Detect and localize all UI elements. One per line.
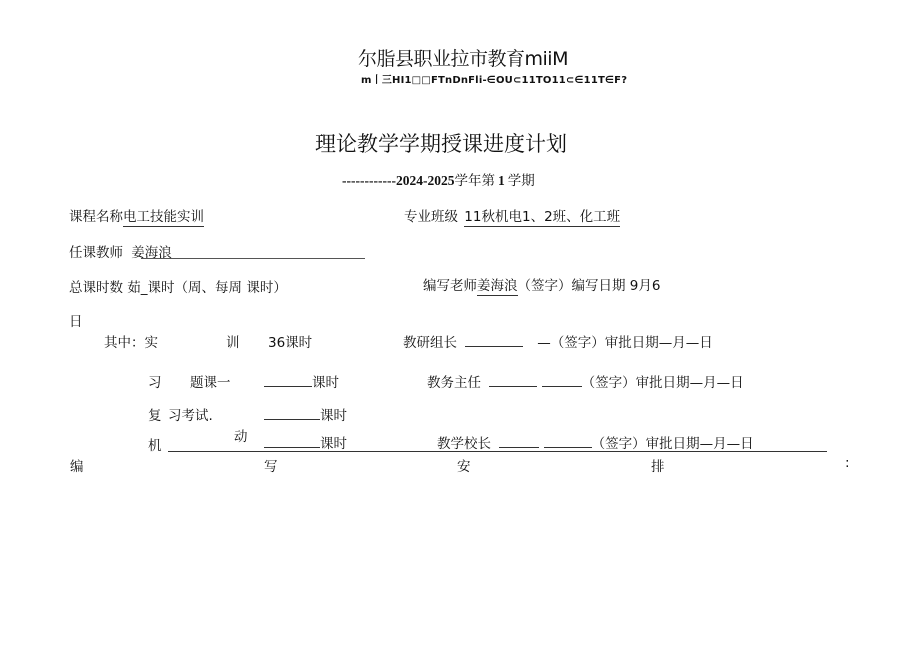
teacher-label: 任课教师 [69, 245, 123, 261]
teacher-value: 姜海浪 [131, 245, 172, 261]
writer-label: 编写老师 [423, 278, 477, 294]
research-head-blank [465, 334, 523, 347]
mobile-label-a: 机 [148, 438, 162, 454]
writer-date: 9月6 [629, 278, 661, 294]
exercise-hours-row [264, 371, 339, 391]
term-suffix: 学期 [507, 173, 535, 188]
class-value: 11秋机电1、2班、化工班 [464, 209, 621, 225]
academic-year-line [342, 169, 535, 189]
academic-head-blank-2 [542, 374, 582, 387]
practice-hours: 36课时 [268, 335, 313, 351]
term-number: 1 [497, 173, 505, 188]
review-hours-row [264, 404, 347, 424]
exercise-unit: 课时 [312, 375, 339, 391]
arrangement-char-2: 写 [264, 459, 278, 475]
research-head-sign: —（签字）审批日期—月—日 [537, 335, 713, 351]
practice-label-b: 训 [226, 335, 240, 351]
mobile-label-b: 动 [234, 429, 248, 445]
garbled-subtitle: m丨三HI1□□FTnDnFli-∈OU⊂11TO11⊂∈11T∈F? [361, 75, 628, 86]
mobile-unit: 课时 [320, 436, 347, 452]
course-name-value: 电工技能实训 [123, 209, 204, 225]
principal-blank-1 [499, 435, 539, 448]
academic-head-label: 教务主任 [427, 375, 481, 391]
principal-row [437, 432, 754, 452]
research-head-label: 教研组长 [403, 335, 457, 351]
total-hours: 总课时数 茹_课时（周、每周 课时） [69, 280, 287, 296]
mobile-hours-blank [264, 435, 320, 448]
course-name-row [69, 205, 204, 225]
arrangement-colon: : [845, 455, 850, 471]
school-name: 尔脂县职业拉市教育miiM [358, 48, 568, 70]
document-title: 理论教学学期授课进度计划 [315, 132, 567, 156]
principal-sign: （签字）审批日期—月—日 [591, 436, 754, 452]
course-name-label: 课程名称 [69, 209, 123, 225]
academic-head-sign: （签字）审批日期—月—日 [581, 375, 744, 391]
arrangement-char-3: 安 [457, 459, 471, 475]
arrangement-char-4: 排 [651, 459, 665, 475]
year-suffix: 学年第 [454, 173, 495, 188]
exercise-hours-blank [264, 374, 312, 387]
exercise-label-b: 题课一 [190, 375, 231, 391]
writer-name: 姜海浪 [477, 278, 518, 294]
practice-label-a: 其中：实 [104, 335, 158, 351]
class-label: 专业班级 [404, 209, 458, 225]
arrangement-char-1: 编 [70, 459, 84, 475]
review-unit: 课时 [320, 408, 347, 424]
year-range: 2024-2025 [395, 173, 455, 188]
academic-head-blank-1 [489, 374, 537, 387]
year-dashes: ------------ [342, 173, 396, 188]
writer-sign: （签字）编写日期 [517, 278, 626, 294]
section-divider [168, 451, 827, 452]
review-label-a: 复 [148, 408, 162, 424]
class-row [404, 205, 620, 225]
principal-blank-2 [544, 435, 592, 448]
academic-head-row [427, 371, 744, 391]
mobile-hours-row [264, 432, 347, 452]
review-hours-blank [264, 407, 320, 420]
exercise-label-a: 习 [148, 375, 162, 391]
writer-row [423, 274, 660, 294]
principal-label: 教学校长 [437, 436, 491, 452]
research-head-row [403, 331, 713, 351]
date-day-char: 日 [69, 314, 83, 330]
review-label-b: 习考试. [168, 408, 213, 424]
teacher-underline [141, 258, 365, 259]
